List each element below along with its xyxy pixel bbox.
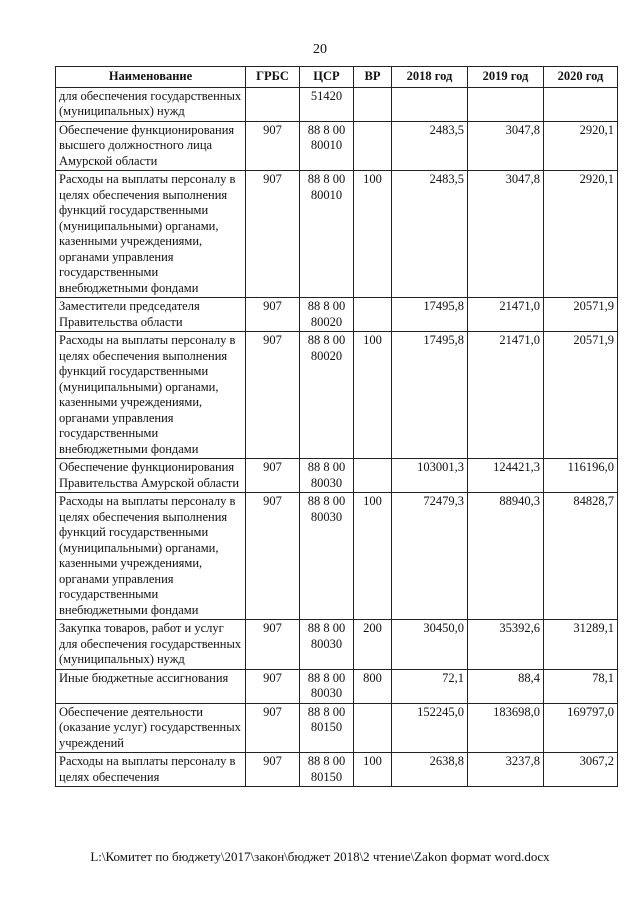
cell-2020: 20571,9 xyxy=(544,332,618,459)
cell-name: Расходы на выплаты персоналу в целях обеспечения выполнения функций государственными (муниципальными) органами, казенными учреждениями, органами управления государственными внебюджетными фондами xyxy=(56,332,246,459)
cell-2020: 3067,2 xyxy=(544,753,618,787)
cell-name: для обеспечения государственных (муниципальных) нужд xyxy=(56,87,246,121)
cell-vr: 100 xyxy=(354,493,392,620)
table-row xyxy=(56,669,618,703)
cell-2020: 2920,1 xyxy=(544,121,618,171)
cell-vr xyxy=(354,298,392,332)
cell-vr xyxy=(354,703,392,753)
cell-csr: 88 8 00 80030 xyxy=(300,459,354,493)
cell-grbs: 907 xyxy=(246,620,300,670)
cell-grbs: 907 xyxy=(246,459,300,493)
cell-2019: 3047,8 xyxy=(468,171,544,298)
cell-2019 xyxy=(468,87,544,121)
cell-csr: 88 8 00 80020 xyxy=(300,298,354,332)
cell-2018: 2638,8 xyxy=(392,753,468,787)
cell-grbs: 907 xyxy=(246,493,300,620)
cell-csr: 88 8 00 80010 xyxy=(300,121,354,171)
cell-csr: 51420 xyxy=(300,87,354,121)
cell-vr: 100 xyxy=(354,171,392,298)
cell-2019: 35392,6 xyxy=(468,620,544,670)
cell-2019: 3047,8 xyxy=(468,121,544,171)
column-header-vr: ВР xyxy=(354,67,392,88)
cell-2019: 21471,0 xyxy=(468,298,544,332)
cell-name: Расходы на выплаты персоналу в целях обеспечения xyxy=(56,753,246,787)
cell-vr: 800 xyxy=(354,669,392,703)
cell-name: Обеспечение функционирования Правительства Амурской области xyxy=(56,459,246,493)
cell-2020: 78,1 xyxy=(544,669,618,703)
cell-vr xyxy=(354,87,392,121)
column-header-2018: 2018 год xyxy=(392,67,468,88)
cell-name: Расходы на выплаты персоналу в целях обеспечения выполнения функций государственными (муниципальными) органами, казенными учреждениями, органами управления государственными внебюджетными фондами xyxy=(56,171,246,298)
cell-csr: 88 8 00 80030 xyxy=(300,620,354,670)
table-row xyxy=(56,703,618,753)
column-header-2019: 2019 год xyxy=(468,67,544,88)
cell-2018: 2483,5 xyxy=(392,121,468,171)
column-header-name: Наименование xyxy=(56,67,246,88)
table-header-row xyxy=(56,67,618,88)
cell-2018: 72479,3 xyxy=(392,493,468,620)
cell-2018: 152245,0 xyxy=(392,703,468,753)
cell-2018: 17495,8 xyxy=(392,298,468,332)
cell-name: Расходы на выплаты персоналу в целях обеспечения выполнения функций государственными (муниципальными) органами, казенными учреждениями, органами управления государственными внебюджетными фондами xyxy=(56,493,246,620)
cell-2018: 30450,0 xyxy=(392,620,468,670)
cell-name: Обеспечение деятельности (оказание услуг) государственных учреждений xyxy=(56,703,246,753)
cell-2019: 124421,3 xyxy=(468,459,544,493)
table-row xyxy=(56,121,618,171)
table-row xyxy=(56,493,618,620)
cell-vr: 100 xyxy=(354,332,392,459)
cell-2019: 88940,3 xyxy=(468,493,544,620)
document-path-footer: L:\Комитет по бюджету\2017\закон\бюджет 2018\2 чтение\Zakon формат word.docx xyxy=(90,849,550,864)
cell-grbs: 907 xyxy=(246,332,300,459)
cell-2020: 2920,1 xyxy=(544,171,618,298)
cell-csr: 88 8 00 80030 xyxy=(300,493,354,620)
table-row xyxy=(56,332,618,459)
cell-2018: 72,1 xyxy=(392,669,468,703)
cell-csr: 88 8 00 80150 xyxy=(300,753,354,787)
cell-2019: 183698,0 xyxy=(468,703,544,753)
cell-csr: 88 8 00 80150 xyxy=(300,703,354,753)
cell-2018: 103001,3 xyxy=(392,459,468,493)
cell-grbs: 907 xyxy=(246,298,300,332)
cell-vr xyxy=(354,121,392,171)
table-row xyxy=(56,459,618,493)
cell-grbs: 907 xyxy=(246,703,300,753)
cell-vr xyxy=(354,459,392,493)
cell-grbs: 907 xyxy=(246,121,300,171)
cell-grbs: 907 xyxy=(246,171,300,298)
cell-vr: 100 xyxy=(354,753,392,787)
cell-grbs: 907 xyxy=(246,753,300,787)
column-header-grbs: ГРБС xyxy=(246,67,300,88)
cell-2019: 21471,0 xyxy=(468,332,544,459)
cell-name: Заместители председателя Правительства области xyxy=(56,298,246,332)
cell-vr: 200 xyxy=(354,620,392,670)
table-row xyxy=(56,753,618,787)
cell-2020 xyxy=(544,87,618,121)
cell-2020: 116196,0 xyxy=(544,459,618,493)
table-body xyxy=(56,87,618,787)
cell-2020: 31289,1 xyxy=(544,620,618,670)
table-row xyxy=(56,171,618,298)
table-row xyxy=(56,620,618,670)
cell-2019: 3237,8 xyxy=(468,753,544,787)
cell-name: Иные бюджетные ассигнования xyxy=(56,669,246,703)
cell-grbs: 907 xyxy=(246,669,300,703)
cell-csr: 88 8 00 80010 xyxy=(300,171,354,298)
cell-2020: 84828,7 xyxy=(544,493,618,620)
cell-csr: 88 8 00 80020 xyxy=(300,332,354,459)
cell-2018: 17495,8 xyxy=(392,332,468,459)
cell-2018 xyxy=(392,87,468,121)
column-header-2020: 2020 год xyxy=(544,67,618,88)
page-number: 20 xyxy=(313,42,327,57)
table-row xyxy=(56,298,618,332)
budget-table xyxy=(55,66,618,787)
table-row xyxy=(56,87,618,121)
cell-grbs xyxy=(246,87,300,121)
cell-2020: 169797,0 xyxy=(544,703,618,753)
cell-name: Закупка товаров, работ и услуг для обеспечения государственных (муниципальных) нужд xyxy=(56,620,246,670)
cell-2020: 20571,9 xyxy=(544,298,618,332)
cell-name: Обеспечение функционирования высшего должностного лица Амурской области xyxy=(56,121,246,171)
cell-2019: 88,4 xyxy=(468,669,544,703)
cell-2018: 2483,5 xyxy=(392,171,468,298)
column-header-csr: ЦСР xyxy=(300,67,354,88)
cell-csr: 88 8 00 80030 xyxy=(300,669,354,703)
